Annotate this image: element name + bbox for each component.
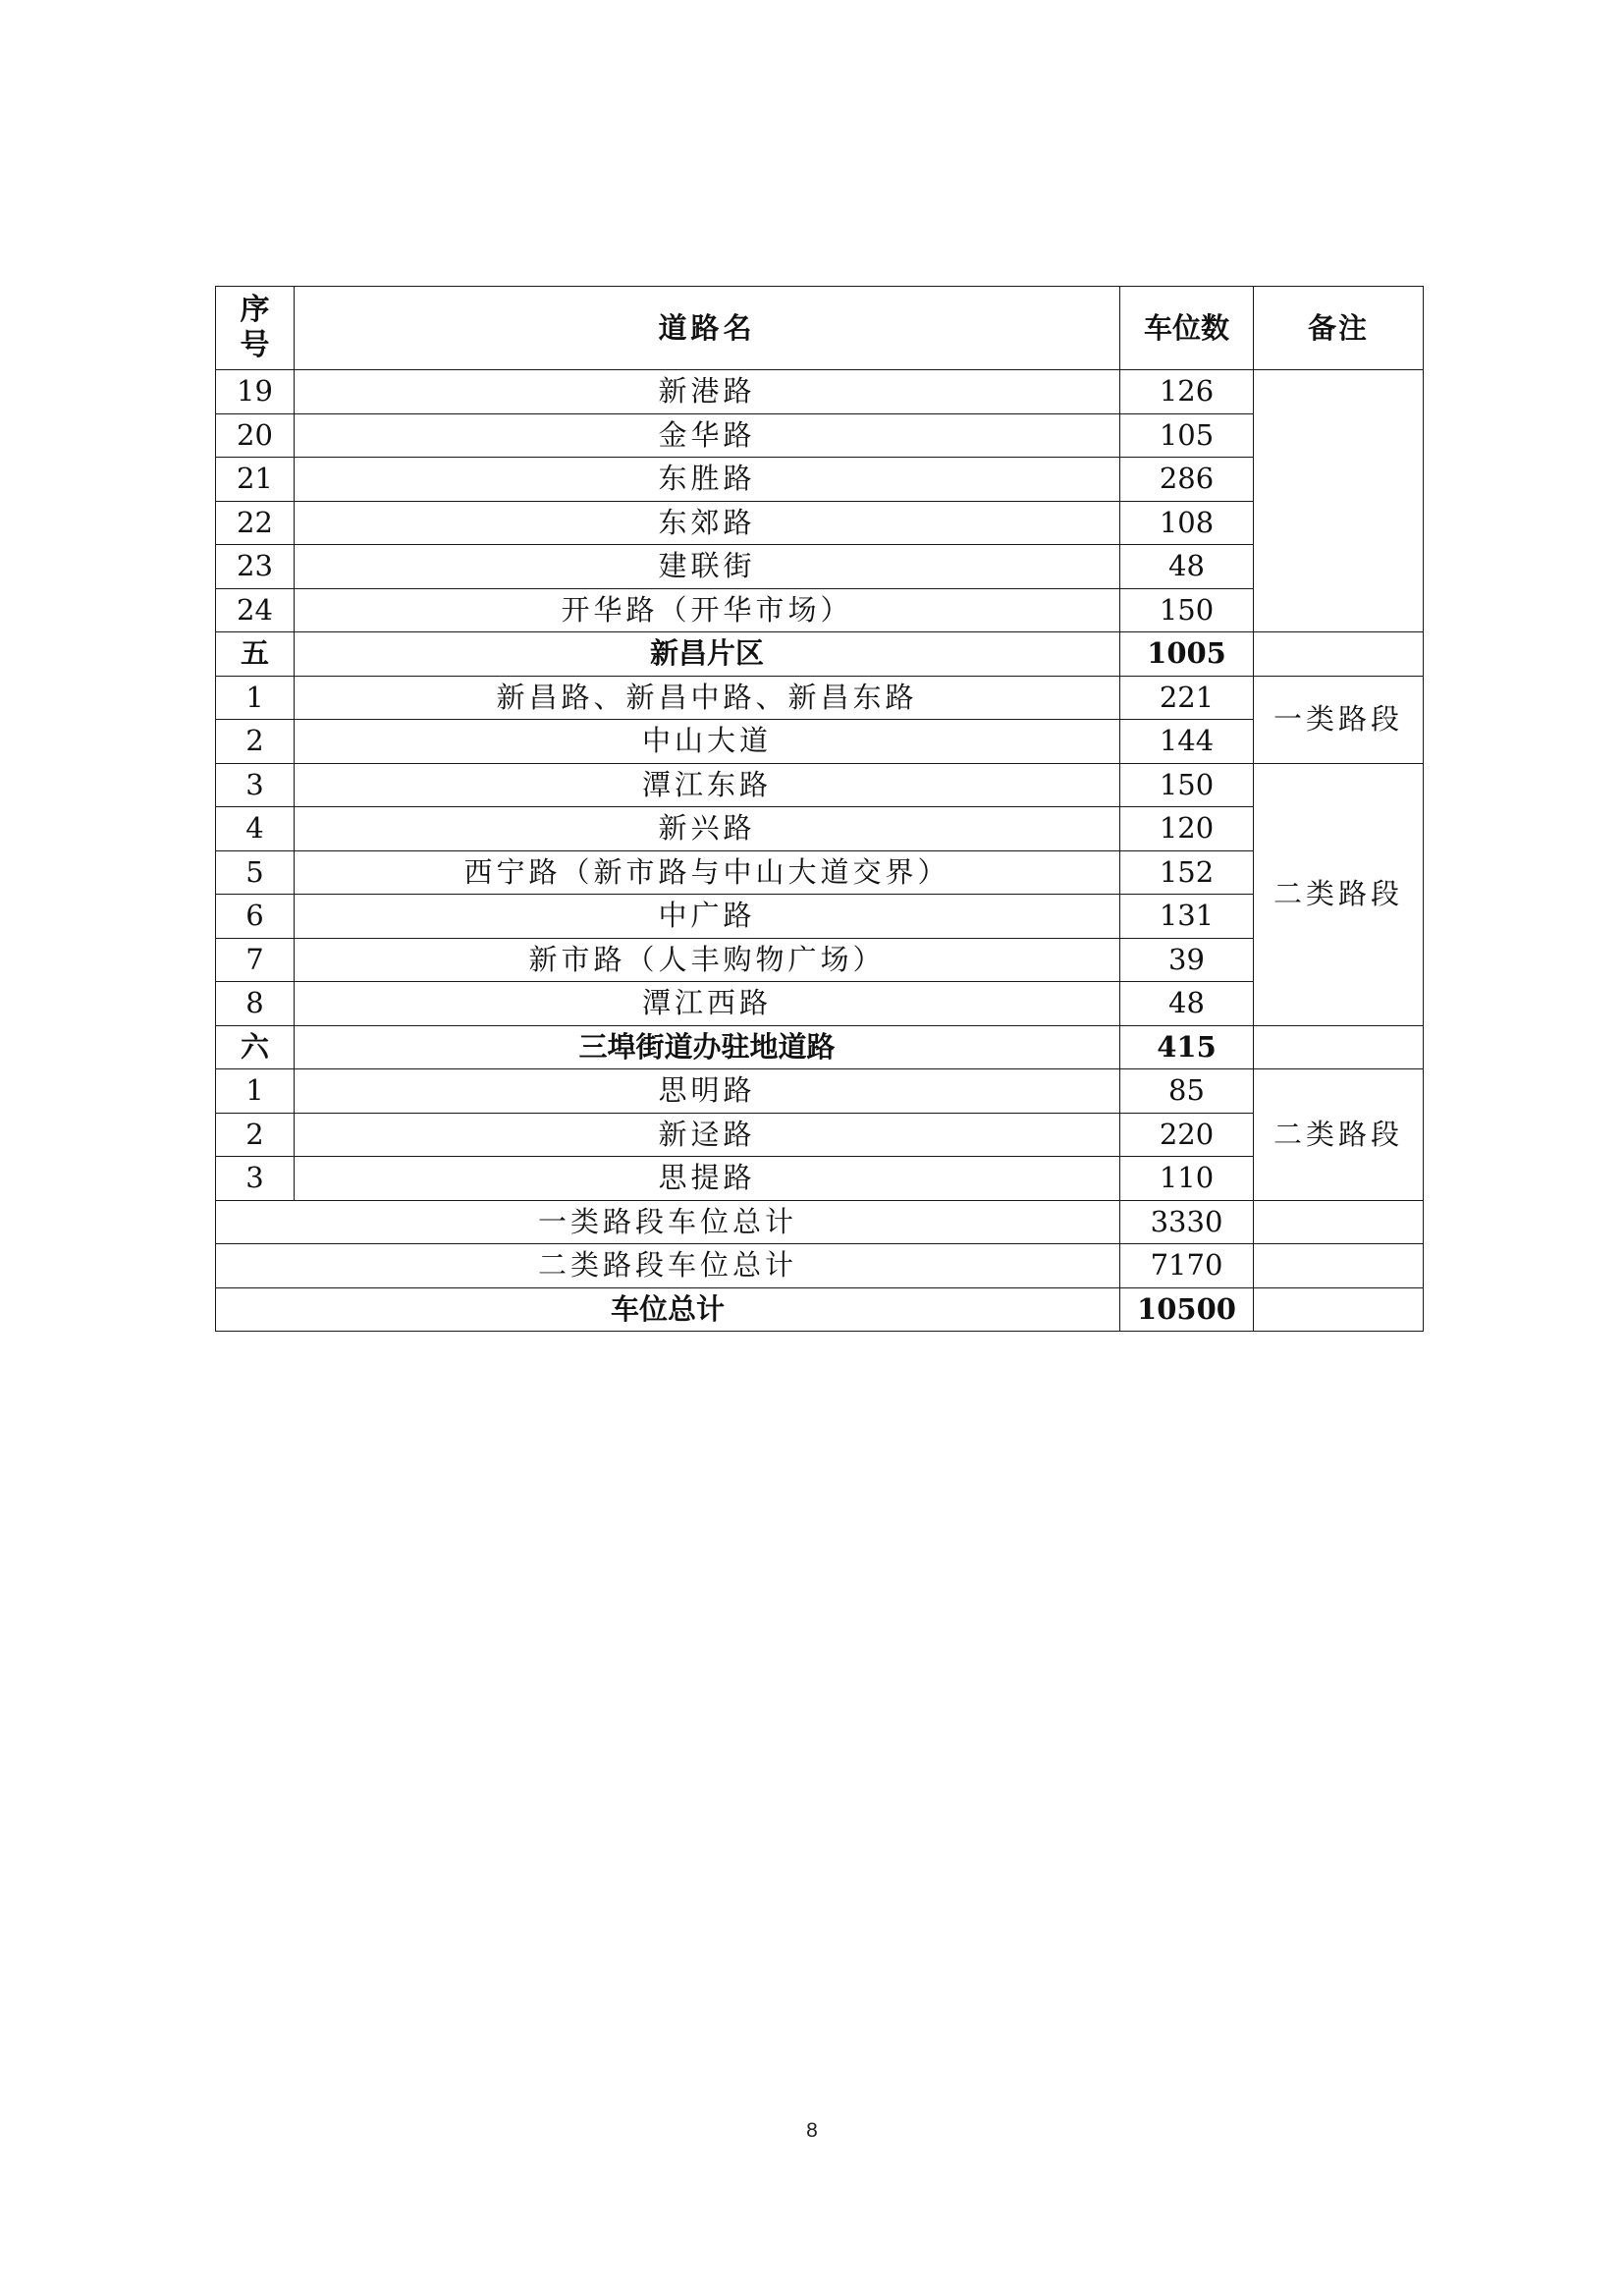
header-road-name: 道路名 [295,287,1120,370]
row-road-name: 新市路（人丰购物广场） [295,938,1120,982]
table-row [216,588,1424,632]
row-spaces: 131 [1120,895,1254,939]
row-spaces: 48 [1120,545,1254,589]
header-remark: 备注 [1254,287,1424,370]
table-row [216,1069,1424,1114]
row-no: 1 [216,676,295,720]
row-road-name: 中广路 [295,895,1120,939]
row-spaces: 105 [1120,413,1254,458]
table-row [216,545,1424,589]
table-row [216,763,1424,807]
header-no-line1: 序 [240,293,270,327]
remark-class2: 二类路段 [1254,1069,1424,1201]
row-no: 20 [216,413,295,458]
row-road-name: 新迳路 [295,1113,1120,1157]
row-no: 2 [216,720,295,764]
row-road-name: 东郊路 [295,501,1120,545]
row-no: 3 [216,763,295,807]
table-row [216,895,1424,939]
row-road-name: 金华路 [295,413,1120,458]
header-spaces: 车位数 [1120,287,1254,370]
row-no: 2 [216,1113,295,1157]
remark-class1: 一类路段 [1254,676,1424,763]
table-row [216,458,1424,502]
row-spaces: 120 [1120,807,1254,851]
total-value: 7170 [1120,1244,1254,1288]
row-spaces: 85 [1120,1069,1254,1114]
page-number: 8 [806,2119,818,2142]
table-row [216,370,1424,414]
row-spaces: 150 [1120,763,1254,807]
row-road-name: 思提路 [295,1157,1120,1201]
section-name: 新昌片区 [295,632,1120,677]
row-spaces: 126 [1120,370,1254,414]
row-spaces: 108 [1120,501,1254,545]
section-spaces: 1005 [1120,632,1254,677]
row-spaces: 286 [1120,458,1254,502]
row-no: 3 [216,1157,295,1201]
row-spaces: 39 [1120,938,1254,982]
parking-spaces-table [215,286,1424,1332]
total-value: 3330 [1120,1200,1254,1244]
total-remark-empty [1254,1244,1424,1288]
row-no: 19 [216,370,295,414]
row-road-name: 中山大道 [295,720,1120,764]
section-row-xinchang [216,632,1424,677]
table-row [216,413,1424,458]
row-spaces: 110 [1120,1157,1254,1201]
row-spaces: 220 [1120,1113,1254,1157]
row-road-name: 新港路 [295,370,1120,414]
table-row [216,676,1424,720]
section-no: 五 [216,632,295,677]
row-spaces: 152 [1120,850,1254,895]
row-road-name: 开华路（开华市场） [295,588,1120,632]
table-row [216,501,1424,545]
section-spaces: 415 [1120,1025,1254,1069]
row-no: 22 [216,501,295,545]
row-no: 24 [216,588,295,632]
row-no: 7 [216,938,295,982]
remark-class2: 二类路段 [1254,763,1424,1025]
row-no: 8 [216,982,295,1026]
row-no: 23 [216,545,295,589]
total-label: 一类路段车位总计 [216,1200,1120,1244]
table-row [216,850,1424,895]
grand-total-label: 车位总计 [216,1287,1120,1332]
total-remark-empty [1254,1200,1424,1244]
section-no: 六 [216,1025,295,1069]
table-row [216,720,1424,764]
row-road-name: 潭江东路 [295,763,1120,807]
row-no: 1 [216,1069,295,1114]
section-name: 三埠街道办驻地道路 [295,1025,1120,1069]
row-road-name: 潭江西路 [295,982,1120,1026]
table-row [216,982,1424,1026]
section-remark-empty [1254,632,1424,677]
row-road-name: 新兴路 [295,807,1120,851]
table-row [216,807,1424,851]
row-no: 4 [216,807,295,851]
row-spaces: 48 [1120,982,1254,1026]
table-row [216,1113,1424,1157]
total-label: 二类路段车位总计 [216,1244,1120,1288]
row-spaces: 144 [1120,720,1254,764]
total-remark-empty [1254,1287,1424,1332]
header-row [216,287,1424,370]
row-no: 21 [216,458,295,502]
section-row-sanbu [216,1025,1424,1069]
row-spaces: 221 [1120,676,1254,720]
row-road-name: 东胜路 [295,458,1120,502]
total-row-class2 [216,1244,1424,1288]
grand-total-row [216,1287,1424,1332]
header-no [216,287,295,370]
table-row [216,938,1424,982]
row-no: 6 [216,895,295,939]
row-no: 5 [216,850,295,895]
table-row [216,1157,1424,1201]
total-row-class1 [216,1200,1424,1244]
section-remark-empty [1254,1025,1424,1069]
header-no-line2: 号 [240,328,270,362]
grand-total-value: 10500 [1120,1287,1254,1332]
row-road-name: 新昌路、新昌中路、新昌东路 [295,676,1120,720]
row-road-name: 建联街 [295,545,1120,589]
row-road-name: 西宁路（新市路与中山大道交界） [295,850,1120,895]
row-spaces: 150 [1120,588,1254,632]
row-remark-empty [1254,370,1424,632]
row-road-name: 思明路 [295,1069,1120,1114]
